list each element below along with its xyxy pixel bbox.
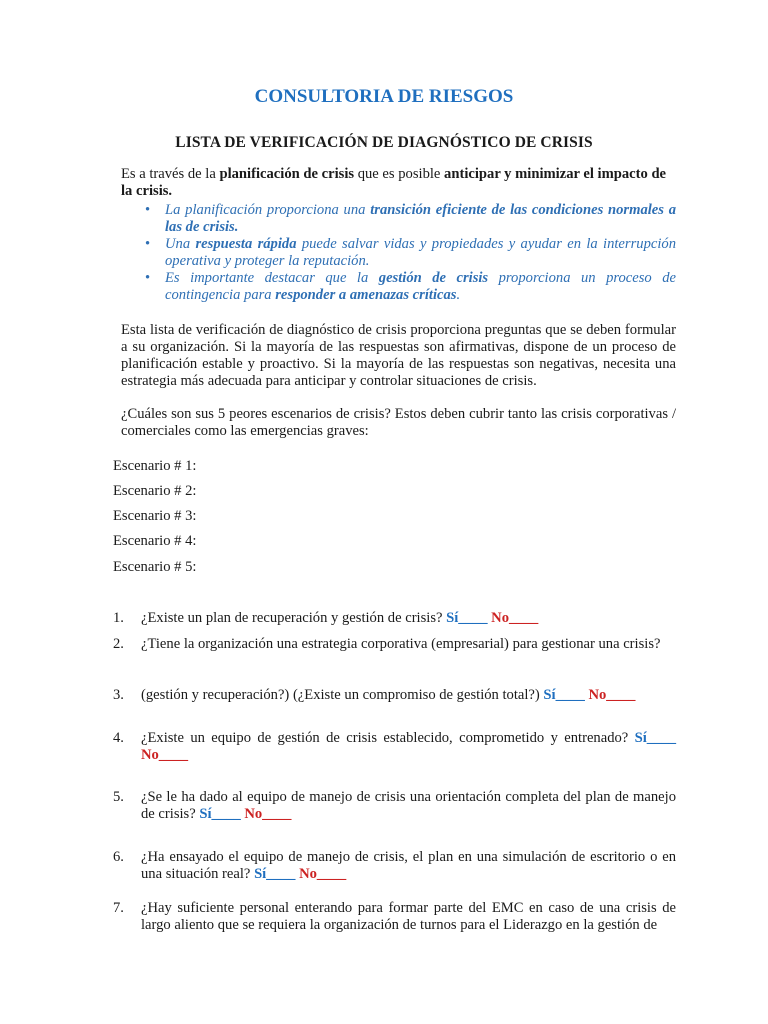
intro-bold-2: anticipar y minimizar el impacto de la crisis. xyxy=(121,166,667,199)
yes-label: Sí xyxy=(446,610,459,626)
question-text: ¿Hay suficiente personal enterando para formar parte del EMC en caso de una crisis de largo aliento que se requiera la organización de turnos para el Liderazgo en la gestión de xyxy=(141,900,676,933)
checklist-description: Esta lista de verificación de diagnóstico de crisis proporciona preguntas que se deben formular a su organización. Si la mayoría de las respuestas son afirmativas, dispone de un proceso de planificación estable y proactivo. Si la mayoría de las respuestas son negativas, necesita una estrategia más adecuada para anticipar y controlar situaciones de crisis. xyxy=(121,322,676,389)
question-label: ¿Existe un plan de recuperación y gestión de crisis? xyxy=(141,610,447,626)
question-label: ¿Ha ensayado el equipo de manejo de crisis, el plan en una simulación de escritorio o en una situación real? xyxy=(141,849,676,882)
question-text xyxy=(141,687,676,704)
yes-blank[interactable]: ____ xyxy=(555,687,585,703)
bullet-text: Es importante destacar que la xyxy=(165,270,379,286)
bullet-icon: • xyxy=(145,270,151,286)
question-number: 4. xyxy=(113,730,124,746)
no-option[interactable] xyxy=(491,610,538,626)
bullet-item xyxy=(145,270,676,304)
bullet-bold: transición eficiente de las condiciones normales a las de crisis. xyxy=(165,202,677,235)
no-option[interactable] xyxy=(244,806,291,822)
yes-label: Sí xyxy=(254,866,267,882)
yes-blank[interactable]: ____ xyxy=(458,610,488,626)
no-blank[interactable]: ____ xyxy=(262,806,292,822)
yes-option[interactable] xyxy=(254,866,295,882)
no-label: No xyxy=(299,866,317,882)
no-blank[interactable]: ____ xyxy=(509,610,539,626)
intro-text-2: que es posible xyxy=(354,166,445,182)
no-label: No xyxy=(491,610,510,626)
no-blank[interactable]: ____ xyxy=(316,866,347,882)
yes-blank[interactable]: ____ xyxy=(211,806,241,822)
yes-blank[interactable]: ____ xyxy=(266,866,296,882)
question-text xyxy=(141,730,676,764)
question-number: 6. xyxy=(113,849,124,865)
yes-label: Sí xyxy=(543,687,556,703)
no-label: No xyxy=(588,687,607,703)
scenarios-question: ¿Cuáles son sus 5 peores escenarios de crisis? Estos deben cubrir tanto las crisis corporativas / comerciales como las emergencias graves: xyxy=(121,406,676,439)
scenario-item: Escenario # 1: xyxy=(113,458,197,474)
intro-bold-1: planificación de crisis xyxy=(219,166,355,182)
yes-option[interactable] xyxy=(199,806,240,822)
intro-text-1: Es a través de la xyxy=(121,166,220,182)
no-label: No xyxy=(141,747,159,763)
bullet-icon: • xyxy=(145,236,151,252)
question-number: 1. xyxy=(113,610,124,626)
no-blank[interactable]: ____ xyxy=(158,747,189,763)
question-number: 5. xyxy=(113,789,124,805)
no-option[interactable] xyxy=(588,687,635,703)
question-label: (gestión y recuperación?) (¿Existe un compromiso de gestión total?) xyxy=(141,687,544,703)
scenario-item: Escenario # 2: xyxy=(113,483,197,499)
question-text xyxy=(141,849,676,883)
question-label: ¿Se le ha dado al equipo de manejo de crisis una orientación completa del plan de manejo de crisis? xyxy=(141,789,676,822)
yes-option[interactable] xyxy=(446,610,487,626)
question-number: 7. xyxy=(113,900,124,916)
bullet-bold: respuesta rápida xyxy=(195,236,297,252)
bullet-item xyxy=(145,202,677,236)
question-text: ¿Tiene la organización una estrategia corporativa (empresarial) para gestionar una crisis? xyxy=(141,636,661,652)
bullet-text: . xyxy=(456,287,461,303)
no-blank[interactable]: ____ xyxy=(606,687,636,703)
bullet-icon: • xyxy=(145,202,151,218)
yes-option[interactable] xyxy=(543,687,584,703)
question-number: 2. xyxy=(113,636,124,652)
page-title: CONSULTORIA DE RIESGOS xyxy=(254,86,514,107)
question-label: ¿Existe un equipo de gestión de crisis establecido, comprometido y entrenado? xyxy=(141,730,635,746)
question-text xyxy=(141,789,676,823)
bullet-item xyxy=(145,236,676,270)
scenario-item: Escenario # 4: xyxy=(113,533,197,549)
key-points-list xyxy=(145,202,677,304)
no-label: No xyxy=(244,806,263,822)
no-option[interactable] xyxy=(141,747,188,763)
bullet-text: puede salvar vidas y propiedades y ayudar en la interrupción operativa y proteger la reputación. xyxy=(165,236,676,269)
no-option[interactable] xyxy=(299,866,346,882)
yes-label: Sí xyxy=(199,806,212,822)
document-subtitle: LISTA DE VERIFICACIÓN DE DIAGNÓSTICO DE CRISIS xyxy=(175,134,593,151)
question-text xyxy=(141,610,676,627)
yes-blank[interactable]: ____ xyxy=(646,730,676,746)
bullet-text: Una xyxy=(165,236,196,252)
bullet-bold: responder a amenazas críticas xyxy=(275,287,457,303)
yes-label: Sí xyxy=(634,730,647,746)
scenario-item: Escenario # 5: xyxy=(113,559,197,575)
scenario-item: Escenario # 3: xyxy=(113,508,197,524)
yes-option[interactable] xyxy=(635,730,676,746)
intro-paragraph xyxy=(121,166,676,200)
bullet-bold: gestión de crisis xyxy=(378,270,489,286)
bullet-text: La planificación proporciona una xyxy=(165,202,371,218)
question-number: 3. xyxy=(113,687,124,703)
bullet-text: proporciona un proceso de contingencia para xyxy=(165,270,676,303)
